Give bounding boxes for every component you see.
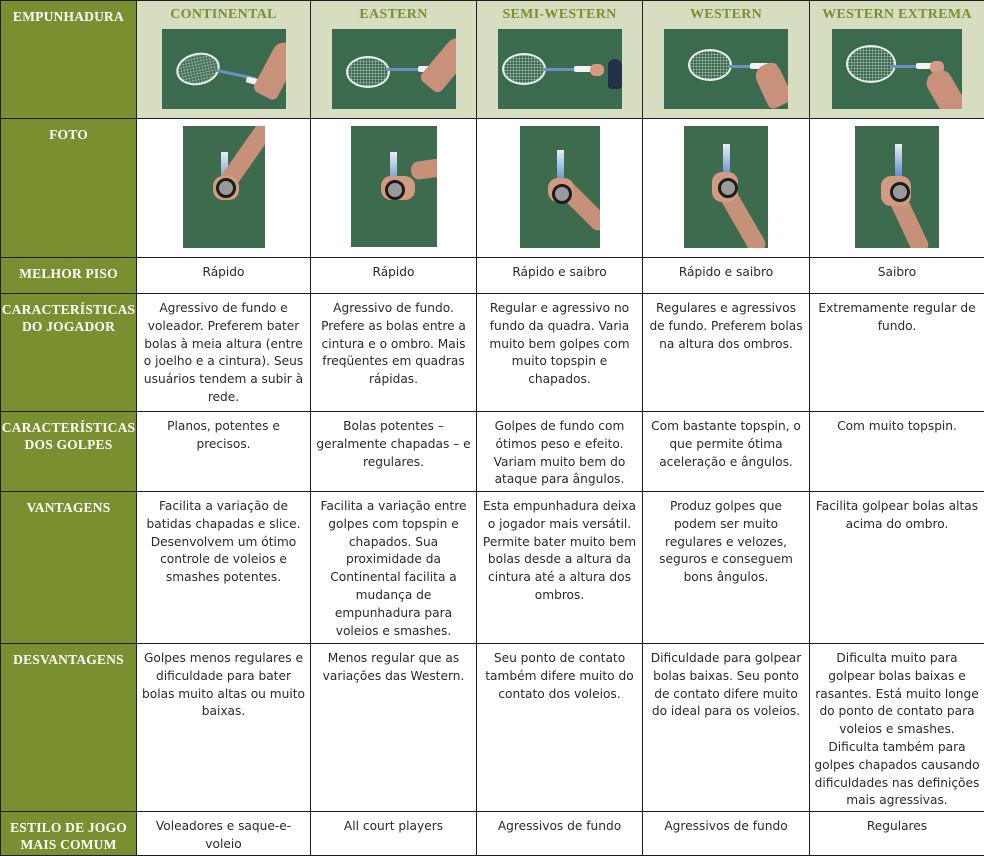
grip-photo-cell-western — [643, 119, 810, 258]
table-cell: Rápido — [137, 258, 311, 294]
row-vantagens — [1, 492, 984, 644]
table-cell: Facilita golpear bolas altas acima do ombro. — [810, 492, 984, 644]
racket-head-icon — [502, 53, 546, 85]
table-cell: Seu ponto de contato também difere muito do contato dos voleios. — [477, 644, 643, 812]
column-header-continental — [137, 1, 311, 119]
arm-icon — [251, 38, 285, 101]
row-desvantagens — [1, 644, 984, 812]
column-title: WESTERN — [643, 7, 809, 23]
table-cell: Com muito topspin. — [810, 412, 984, 492]
row-label-caracteristicas-golpes: CARACTERÍSTICAS DOS GOLPES — [1, 412, 137, 492]
row-label-estilo-de-jogo: ESTILO DE JOGO MAIS COMUM — [1, 812, 137, 856]
table-cell: Bolas potentes – geralmente chapadas – e regulares. — [311, 412, 477, 492]
table-cell: Saibro — [810, 258, 984, 294]
table-cell: Regulares — [810, 812, 984, 856]
racket-side-photo-eastern — [332, 29, 456, 109]
table-cell: Produz golpes que podem ser muito regulares e velozes, seguros e conseguem bons ângulos. — [643, 492, 810, 644]
table-cell: Esta empunhadura deixa o jogador mais versátil. Permite bater muito bem bolas desde a altura da cintura até a altura dos ombros. — [477, 492, 643, 644]
table-cell: Voleadores e saque-e-voleio — [137, 812, 311, 856]
table-cell: Rápido e saibro — [643, 258, 810, 294]
hand-icon — [590, 64, 604, 76]
racket-side-photo-continental — [162, 29, 286, 109]
arm-icon — [418, 33, 456, 94]
racket-handle-icon — [895, 144, 902, 178]
table-cell: Agressivo de fundo. Prefere as bolas entre a cintura e o ombro. Mais freqüentes em quadras rápidas. — [311, 294, 477, 412]
row-foto — [1, 119, 984, 258]
table-cell: Facilita a variação entre golpes com topspin e chapados. Sua proximidade da Continental facilita a mudança de empunhadura para voleios e smashes. — [311, 492, 477, 644]
row-label-foto: FOTO — [1, 119, 137, 258]
grip-top-photo-semi-western — [520, 126, 600, 248]
column-title: CONTINENTAL — [137, 7, 310, 23]
racket-butt-icon — [216, 178, 236, 198]
table-cell: Rápido e saibro — [477, 258, 643, 294]
header-row — [1, 1, 984, 119]
row-label-melhor-piso: MELHOR PISO — [1, 258, 137, 294]
row-label-caracteristicas-jogador: CARACTERÍSTICAS DO JOGADOR — [1, 294, 137, 412]
column-title: SEMI-WESTERN — [477, 7, 642, 23]
racket-side-photo-western — [664, 29, 788, 109]
racket-butt-icon — [718, 178, 738, 198]
table-cell: Dificulta muito para golpear bolas baixas e rasantes. Está muito longe do ponto de contato para voleios e smashes. Dificulta também para golpes chapados causando dificuldades nas definições mais agressivas. — [810, 644, 984, 812]
racket-side-photo-western-extrema — [832, 29, 962, 109]
table-cell: Agressivos de fundo — [477, 812, 643, 856]
racket-butt-icon — [890, 182, 910, 202]
table-cell: Agressivos de fundo — [643, 812, 810, 856]
grip-photo-cell-eastern — [311, 119, 477, 258]
grip-top-photo-continental — [183, 126, 265, 248]
racket-side-photo-semi-western — [498, 29, 622, 109]
arm-icon — [922, 66, 962, 109]
table-cell: Regular e agressivo no fundo da quadra. Varia muito bem golpes com muito topspin e chapados. — [477, 294, 643, 412]
racket-head-icon — [346, 56, 390, 88]
grip-photo-cell-semi-western — [477, 119, 643, 258]
row-estilo-de-jogo — [1, 812, 984, 856]
column-header-semi-western — [477, 1, 643, 119]
table-cell: Regulares e agressivos de fundo. Preferem bolas na altura dos ombros. — [643, 294, 810, 412]
grip-top-photo-eastern — [351, 126, 437, 247]
table-cell: Planos, potentes e precisos. — [137, 412, 311, 492]
racket-butt-icon — [552, 184, 572, 204]
grip-top-photo-western-extrema — [855, 126, 939, 248]
column-title: EASTERN — [311, 7, 476, 23]
grip-photo-cell-continental — [137, 119, 311, 258]
column-header-western — [643, 1, 810, 119]
grip-photo-cell-western-extrema — [810, 119, 984, 258]
column-header-eastern — [311, 1, 477, 119]
table-cell: Golpes de fundo com ótimos peso e efeito. Variam muito bem do ataque para ângulos. — [477, 412, 643, 492]
arm-icon — [608, 59, 622, 89]
grip-top-photo-western — [684, 126, 768, 248]
row-label-vantagens: VANTAGENS — [1, 492, 137, 644]
racket-head-icon — [846, 45, 896, 83]
table-cell: Rápido — [311, 258, 477, 294]
table-cell: Extremamente regular de fundo. — [810, 294, 984, 412]
table-cell: Agressivo de fundo e voleador. Preferem bater bolas à meia altura (entre o joelho e a cintura). Seus usuários tendem a subir à rede. — [137, 294, 311, 412]
column-header-western-extrema — [810, 1, 984, 119]
row-caracteristicas-golpes — [1, 412, 984, 492]
arm-icon — [409, 158, 436, 181]
table-cell: Menos regular que as variações das Western. — [311, 644, 477, 812]
racket-head-icon — [173, 49, 223, 89]
table-cell: All court players — [311, 812, 477, 856]
row-label-desvantagens: DESVANTAGENS — [1, 644, 137, 812]
racket-butt-icon — [385, 180, 405, 200]
table-cell: Com bastante topspin, o que permite ótima aceleração e ângulos. — [643, 412, 810, 492]
racket-head-icon — [688, 49, 732, 81]
column-title: WESTERN EXTREMA — [810, 7, 984, 23]
row-caracteristicas-jogador — [1, 294, 984, 412]
table-cell: Dificuldade para golpear bolas baixas. Seu ponto de contato difere muito do ideal para os voleios. — [643, 644, 810, 812]
table-cell: Golpes menos regulares e dificuldade para bater bolas muito altas ou muito baixas. — [137, 644, 311, 812]
row-label-empunhadura: EMPUNHADURA — [1, 1, 137, 119]
table-cell: Facilita a variação de batidas chapadas e slice. Desenvolvem um ótimo controle de voleios e smashes potentes. — [137, 492, 311, 644]
row-melhor-piso — [1, 258, 984, 294]
